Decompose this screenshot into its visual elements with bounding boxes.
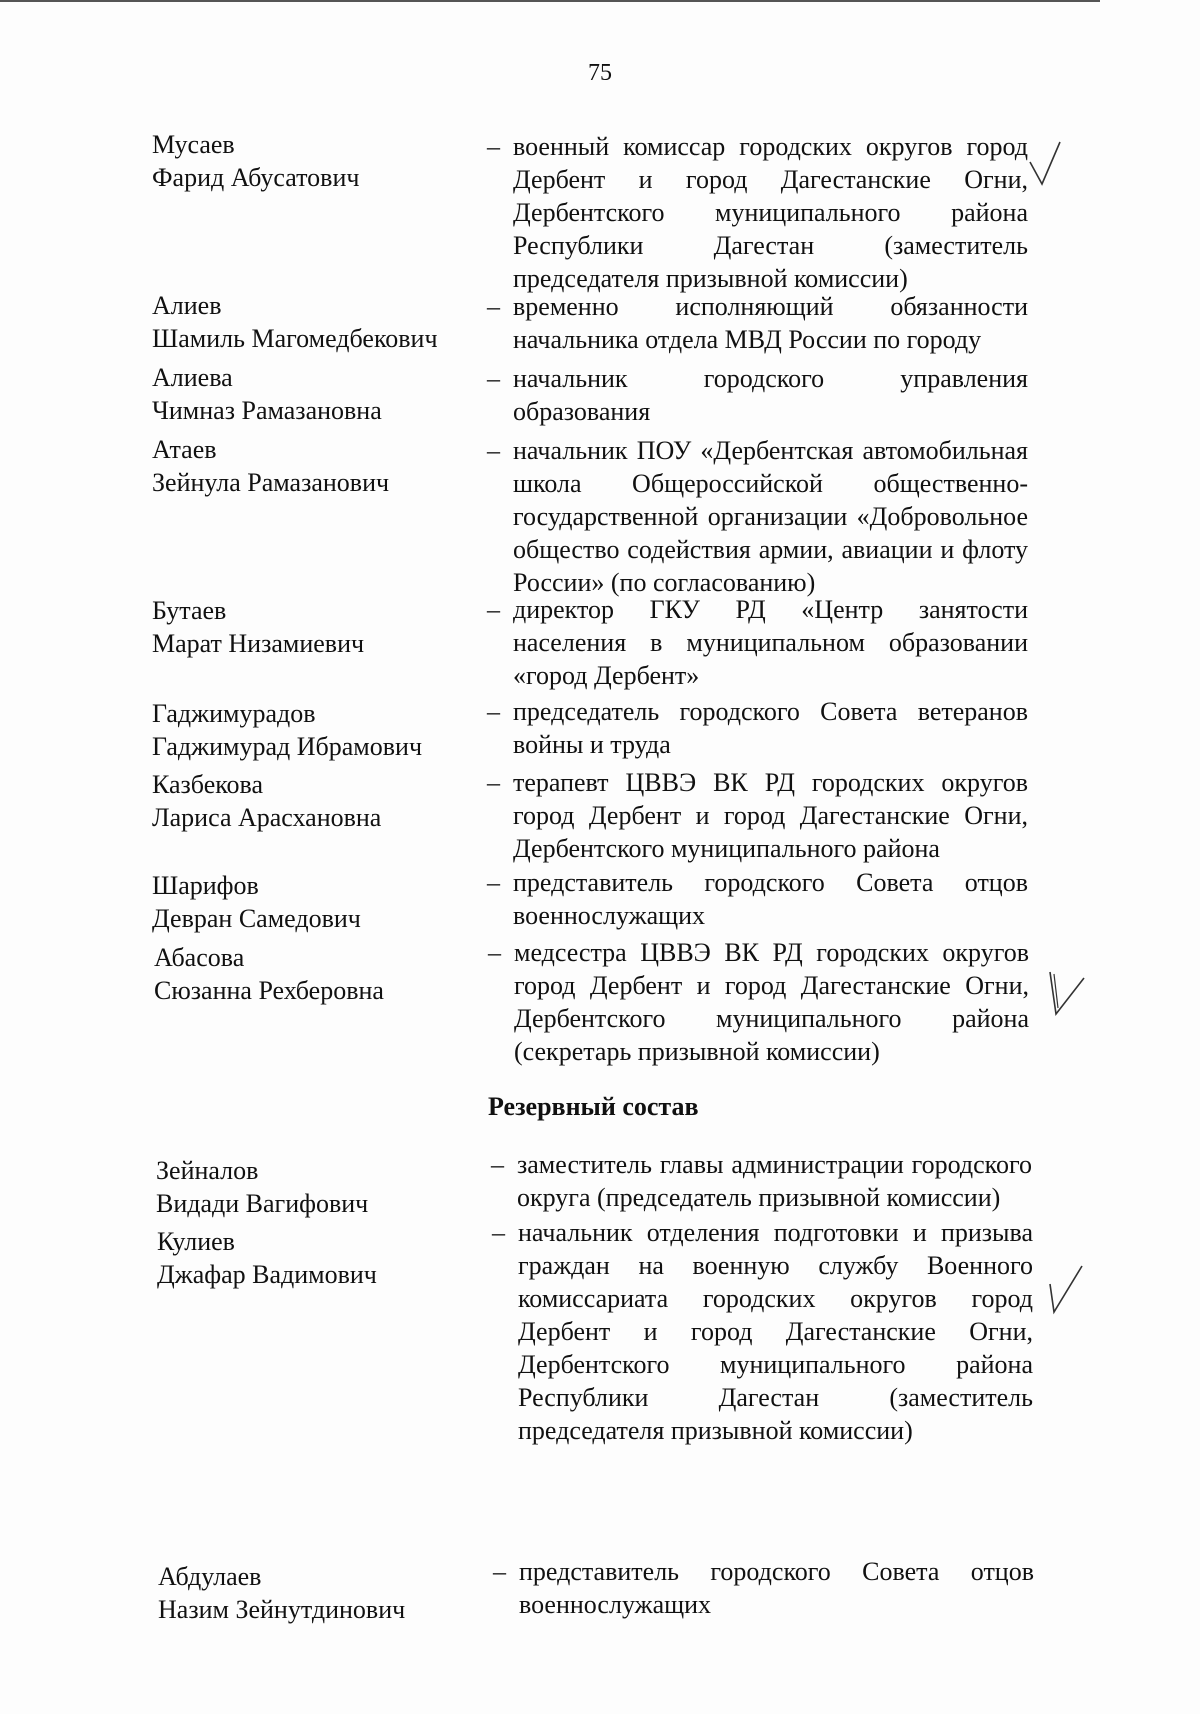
member-given-name: Сюзанна Рехберовна [154, 976, 384, 1005]
member-name [152, 433, 389, 499]
dash: – [492, 1218, 505, 1247]
member-name [157, 1225, 377, 1291]
dash: – [491, 1150, 504, 1179]
dash: – [487, 436, 500, 465]
dash: – [487, 292, 500, 321]
member-name [152, 869, 361, 935]
member-role [487, 866, 1028, 932]
member-role-text: начальник ПОУ «Дербентская автомобильная школа Общероссийской общественно-государственной организации «Добровольное общество содействия армии, авиации и флоту России» (по согласованию) [513, 436, 1028, 597]
member-given-name: Чимназ Рамазановна [152, 396, 382, 425]
member-role-text: представитель городского Совета отцов военнослужащих [519, 1557, 1034, 1619]
dash: – [487, 768, 500, 797]
member-given-name: Видади Вагифович [156, 1189, 369, 1218]
member-role-text: временно исполняющий обязанности начальника отдела МВД России по городу [513, 292, 1028, 354]
dash: – [487, 697, 500, 726]
page-number: 75 [588, 60, 612, 86]
member-role [487, 290, 1028, 356]
member-given-name: Назим Зейнутдинович [158, 1595, 406, 1624]
member-name [154, 941, 384, 1007]
member-surname: Атаев [152, 435, 217, 464]
member-role [493, 1555, 1034, 1621]
member-role-text: директор ГКУ РД «Центр занятости населения в муниципальном образовании «город Дербент» [513, 595, 1028, 690]
member-role-text: медсестра ЦВВЭ ВК РД городских округов город Дербент и город Дагестанские Огни, Дербентского муниципального района (секретарь призывной комиссии) [514, 938, 1029, 1066]
member-role [487, 434, 1028, 599]
member-given-name: Джафар Вадимович [157, 1260, 377, 1289]
member-surname: Гаджимурадов [152, 699, 316, 728]
member-name [158, 1560, 405, 1626]
dash: – [488, 938, 501, 967]
member-role-text: председатель городского Совета ветеранов войны и труда [513, 697, 1028, 759]
member-name [152, 361, 382, 427]
dash: – [487, 595, 500, 624]
member-role-text: представитель городского Совета отцов военнослужащих [513, 868, 1028, 930]
member-role [487, 695, 1028, 761]
member-role-text: начальник городского управления образования [513, 364, 1028, 426]
member-role-text: военный комиссар городских округов город Дербент и город Дагестанские Огни, Дербентского муниципального района Республики Дагестан (заместитель председателя призывной комиссии) [513, 132, 1028, 293]
check-mark-icon [1046, 968, 1088, 1020]
member-surname: Алиева [152, 363, 233, 392]
member-role [488, 936, 1029, 1068]
reserve-section-heading: Резервный состав [488, 1092, 699, 1121]
member-surname: Казбекова [152, 770, 264, 799]
dash: – [487, 868, 500, 897]
scan-top-border [0, 0, 1100, 2]
dash: – [493, 1557, 506, 1586]
check-mark-icon [1028, 140, 1062, 190]
member-given-name: Гаджимурад Ибрамович [152, 732, 423, 761]
member-role-text: терапевт ЦВВЭ ВК РД городских округов город Дербент и город Дагестанские Огни, Дербентского муниципального района [513, 768, 1028, 863]
member-given-name: Девран Самедович [152, 904, 361, 933]
member-role [487, 766, 1028, 865]
member-name [156, 1154, 368, 1220]
member-given-name: Фарид Абусатович [152, 163, 360, 192]
dash: – [487, 132, 500, 161]
member-given-name: Марат Низамиевич [152, 629, 365, 658]
member-surname: Зейналов [156, 1156, 259, 1185]
member-name [152, 768, 381, 834]
member-role-text: начальник отделения подготовки и призыва граждан на военную службу Военного комиссариата городских округов город Дербент и город Дагестанские Огни, Дербентского муниципального района Республики Дагестан (заместитель председателя призывной комиссии) [518, 1218, 1033, 1445]
member-name [152, 128, 359, 194]
member-role [492, 1216, 1033, 1447]
member-role [487, 362, 1028, 428]
member-surname: Кулиев [157, 1227, 235, 1256]
member-surname: Бутаев [152, 596, 227, 625]
member-role [491, 1148, 1032, 1214]
member-surname: Абдулаев [158, 1562, 262, 1591]
member-name [152, 697, 422, 763]
member-role-text: заместитель главы администрации городского округа (председатель призывной комиссии) [517, 1150, 1032, 1212]
member-surname: Мусаев [152, 130, 235, 159]
member-surname: Алиев [152, 291, 222, 320]
member-name [152, 594, 364, 660]
member-given-name: Зейнула Рамазанович [152, 468, 390, 497]
member-role [487, 130, 1028, 295]
member-name [152, 289, 438, 355]
member-surname: Абасова [154, 943, 245, 972]
member-role [487, 593, 1028, 692]
check-mark-icon [1046, 1262, 1088, 1316]
member-given-name: Лариса Арасхановна [152, 803, 382, 832]
member-surname: Шарифов [152, 871, 259, 900]
dash: – [487, 364, 500, 393]
member-given-name: Шамиль Магомедбекович [152, 324, 438, 353]
